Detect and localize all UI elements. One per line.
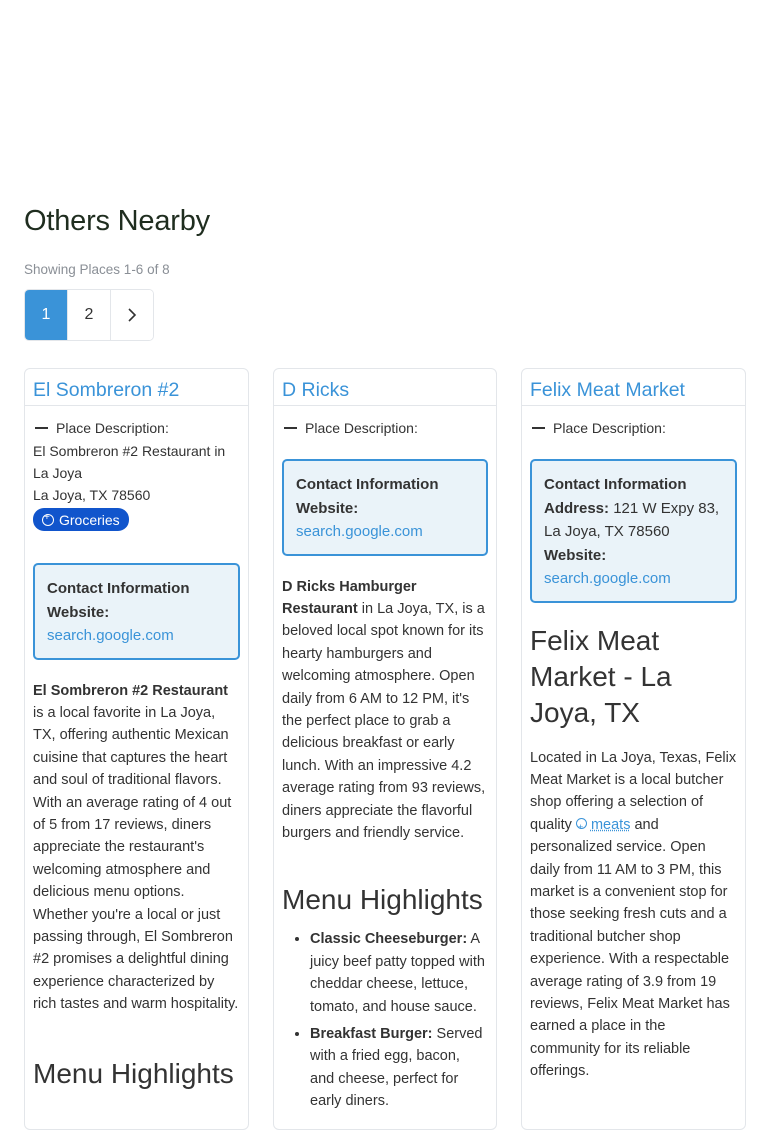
website-label: Website: [296, 499, 359, 517]
description-toggle[interactable] [33, 420, 240, 436]
website-link[interactable]: search.google.com [296, 523, 423, 540]
description-label: Place Description: [305, 420, 418, 436]
place-summary: D Ricks Hamburger Restaurant in La Joya, TX, is a beloved local spot known for its hearty hamburgers and welcoming atmosphere. Open daily from 6 AM to 12 PM, it's the perfect place to grab a delicious breakfast or early lunch. With an impressive 4.2 average rating from 93 reviews, diners appreciate the flavorful burgers and friendly service. [282, 578, 486, 841]
plus-circle-icon [42, 514, 54, 526]
pagination [24, 289, 154, 341]
description-toggle[interactable] [282, 420, 488, 436]
page-1-button[interactable]: 1 [25, 290, 67, 340]
place-card [24, 368, 249, 1130]
category-tag-label: Groceries [59, 511, 120, 528]
contact-info-box [530, 459, 737, 603]
description-address: La Joya, TX 78560 [33, 487, 151, 503]
place-card [521, 368, 746, 1130]
place-heading: Felix Meat Market - La Joya, TX [530, 624, 672, 728]
meats-link[interactable]: meats [590, 816, 631, 833]
menu-highlights-heading: Menu Highlights [33, 1057, 234, 1089]
chevron-right-icon [124, 307, 140, 323]
description-label: Place Description: [553, 420, 666, 436]
website-label: Website: [47, 603, 110, 621]
minus-icon [35, 427, 48, 429]
place-card [273, 368, 497, 1130]
website-link[interactable]: search.google.com [544, 570, 671, 587]
section-heading: Others Nearby [24, 205, 210, 237]
results-count: Showing Places 1-6 of 8 [24, 262, 170, 277]
place-summary: El Sombreron #2 Restaurant is a local favorite in La Joya, TX, offering authentic Mexican cuisine that captures the heart and soul of traditional flavors. With an average rating of 4 out of 5 from 17 reviews, diners appreciate the restaurant's welcoming atmosphere and delicious menu options. Whether you're a local or just passing through, El Sombreron #2 promises a delightful dining experience characterized by rich tastes and warm hospitality. [33, 682, 239, 1013]
address-line: Address: 121 W Expy 83, La Joya, TX 78560 [544, 499, 720, 540]
menu-list [282, 928, 488, 1112]
description-toggle[interactable] [530, 420, 737, 436]
place-title-link[interactable]: D Ricks [274, 369, 496, 406]
contact-header: Contact Information [47, 580, 190, 597]
page-2-button[interactable]: 2 [67, 290, 110, 340]
contact-header: Contact Information [296, 476, 439, 493]
place-summary: Located in La Joya, Texas, Felix Meat Market is a local butcher shop offering a selection of quality +meats and personalized service. Open daily from 11 AM to 3 PM, this market is a convenient stop for those seeking fresh cuts and a traditional butcher shop experience. With a respectable average rating of 3.9 from 19 reviews, Felix Meat Market has earned a place in the community for its reliable offerings. [530, 747, 737, 1083]
place-title-link[interactable]: El Sombreron #2 [25, 369, 248, 406]
website-label: Website: [544, 546, 607, 564]
place-title-link[interactable]: Felix Meat Market [522, 369, 745, 406]
menu-item: • Breakfast Burger: Served with a fried egg, bacon, and cheese, perfect for early diners. [310, 1023, 488, 1113]
contact-info-box [282, 459, 488, 556]
menu-highlights-heading: Menu Highlights [282, 884, 483, 916]
plus-circle-icon [576, 818, 587, 829]
contact-header: Contact Information [544, 476, 687, 493]
menu-item: • Classic Cheeseburger: A juicy beef patty topped with cheddar cheese, lettuce, tomato, and house sauce. [310, 928, 488, 1018]
minus-icon [532, 427, 545, 429]
category-tag[interactable] [33, 508, 129, 531]
next-page-button[interactable] [110, 290, 153, 340]
description-text: El Sombreron #2 Restaurant in La Joya [33, 443, 226, 481]
website-link[interactable]: search.google.com [47, 627, 174, 644]
contact-info-box [33, 563, 240, 660]
description-label: Place Description: [56, 420, 169, 436]
minus-icon [284, 427, 297, 429]
